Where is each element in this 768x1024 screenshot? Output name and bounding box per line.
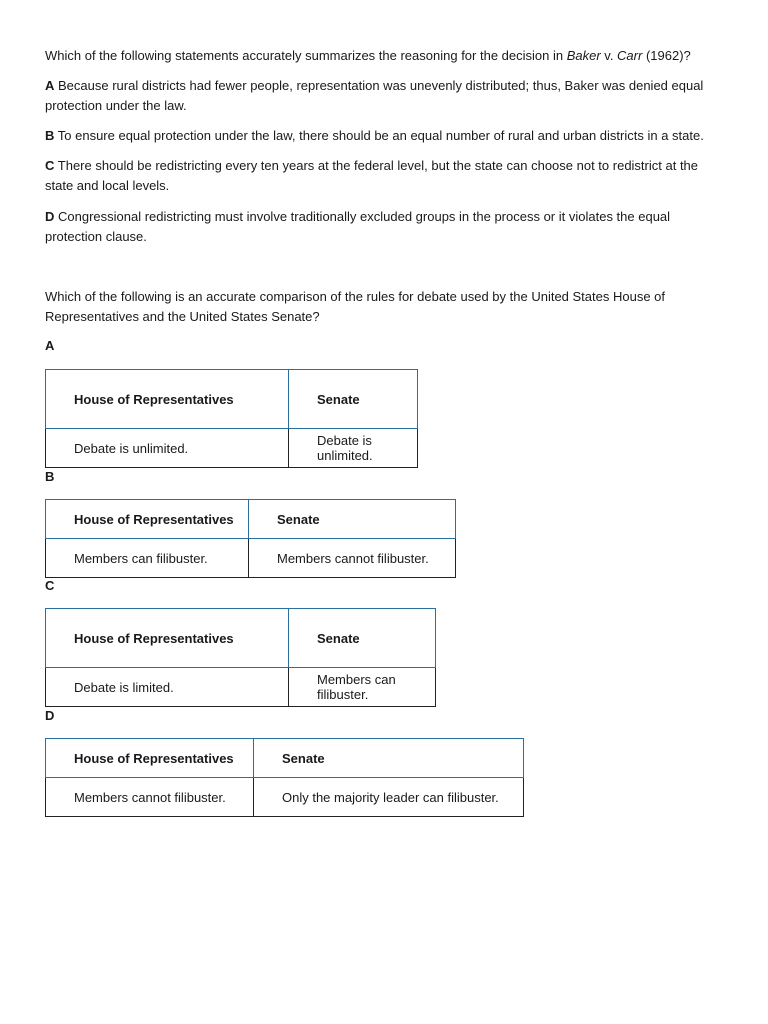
option-letter: A bbox=[45, 78, 55, 93]
senate-cell: Only the majority leader can filibuster. bbox=[254, 778, 524, 817]
case-name-carr: Carr bbox=[617, 48, 643, 63]
question-1-option-a[interactable] bbox=[45, 76, 725, 116]
house-cell: Members can filibuster. bbox=[46, 539, 249, 578]
senate-cell: Members cannot filibuster. bbox=[249, 539, 456, 578]
question-1-stem-year: (1962)? bbox=[642, 48, 691, 63]
question-2-option-a-table[interactable] bbox=[45, 369, 418, 468]
option-letter: D bbox=[45, 209, 55, 224]
question-2-stem: Which of the following is an accurate comparison of the rules for debate used by the United States House of Representatives and the United States Senate? bbox=[45, 289, 666, 324]
house-cell: Debate is limited. bbox=[46, 668, 289, 707]
table-row bbox=[46, 668, 436, 707]
question-2-option-c-letter[interactable]: C bbox=[45, 578, 55, 593]
senate-header: Senate bbox=[254, 739, 524, 778]
option-text: To ensure equal protection under the law, there should be an equal number of rural and urban districts in a state. bbox=[54, 128, 704, 143]
option-letter: C bbox=[45, 158, 55, 173]
question-2-option-b-letter[interactable]: B bbox=[45, 469, 55, 484]
table-header-row bbox=[46, 739, 524, 778]
question-1-option-d[interactable] bbox=[45, 207, 725, 247]
table-header-row bbox=[46, 370, 418, 429]
senate-cell: Members can filibuster. bbox=[289, 668, 436, 707]
table-row bbox=[46, 429, 418, 468]
house-header: House of Representatives bbox=[46, 609, 289, 668]
option-text: Congressional redistricting must involve traditionally excluded groups in the process or it violates the equal protection clause. bbox=[45, 209, 671, 244]
senate-cell: Debate is unlimited. bbox=[289, 429, 418, 468]
question-2-option-c-table[interactable] bbox=[45, 608, 436, 707]
house-cell: Debate is unlimited. bbox=[46, 429, 289, 468]
house-cell: Members cannot filibuster. bbox=[46, 778, 254, 817]
house-header: House of Representatives bbox=[46, 370, 289, 429]
house-header: House of Representatives bbox=[46, 739, 254, 778]
question-1-stem-text: Which of the following statements accurately summarizes the reasoning for the decision in bbox=[45, 48, 567, 63]
table-row bbox=[46, 539, 456, 578]
senate-header: Senate bbox=[249, 500, 456, 539]
option-text: There should be redistricting every ten years at the federal level, but the state can choose not to redistrict at the state and local levels. bbox=[45, 158, 699, 193]
senate-header: Senate bbox=[289, 609, 436, 668]
case-v: v. bbox=[600, 48, 618, 63]
case-name-baker: Baker bbox=[566, 48, 601, 63]
option-letter: B bbox=[45, 128, 55, 143]
table-header-row bbox=[46, 500, 456, 539]
question-2-option-d-table[interactable] bbox=[45, 738, 524, 817]
question-1-option-c[interactable] bbox=[45, 156, 725, 196]
question-1-stem bbox=[45, 46, 725, 66]
question-2-option-b-table[interactable] bbox=[45, 499, 456, 578]
option-text: Because rural districts had fewer people, representation was unevenly distributed; thus, Baker was denied equal protection under the law. bbox=[45, 78, 704, 113]
question-1-option-b[interactable] bbox=[45, 126, 725, 146]
question-2-option-a-letter[interactable]: A bbox=[45, 338, 55, 353]
house-header: House of Representatives bbox=[46, 500, 249, 539]
question-2-option-d-letter[interactable]: D bbox=[45, 708, 55, 723]
table-header-row bbox=[46, 609, 436, 668]
table-row bbox=[46, 778, 524, 817]
senate-header: Senate bbox=[289, 370, 418, 429]
